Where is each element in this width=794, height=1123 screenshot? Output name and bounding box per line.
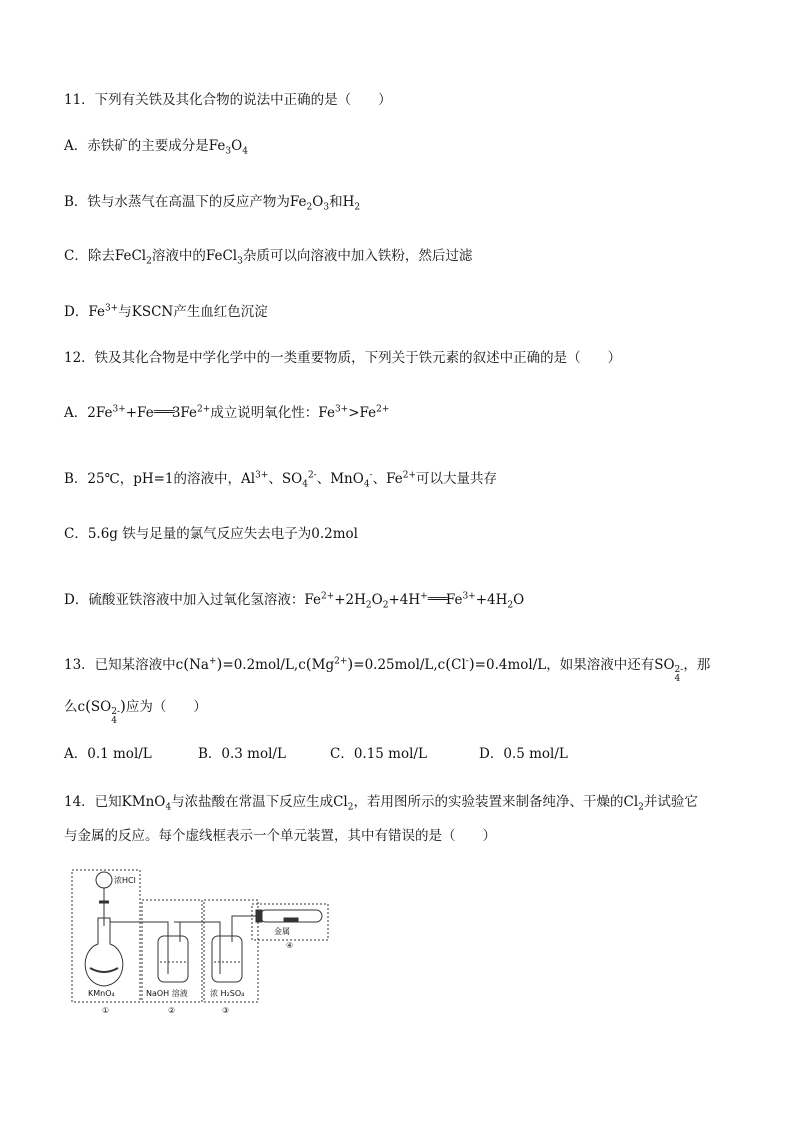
gas-washing-bottle-naoh [158,936,188,982]
q12-option-b: B．25℃，pH=1的溶液中，$Al^{3+}$、$SO_4^{2-}$、MnO$_4$-、$Fe^{2+}$可以大量共存 [64,470,497,490]
q11-option-d: D．$Fe^{3+}$与KSCN产生血红色沉淀 [64,303,268,320]
label-conc-hcl: 浓HCl [114,876,136,885]
q14-stem-line1: 14．已知KMnO$_4$与浓盐酸在常温下反应生成$Cl_2$，若用图所示的实验装置来制备纯净、干燥的$Cl_2$并试验它 [64,794,698,813]
q12-option-a: A．$2Fe^{3+}+Fe══════3Fe^{2+}$成立说明氧化性：$Fe^{3+}>Fe^{2+}$ [64,404,390,421]
q12-option-c: C．5.6g 铁与足量的氯气反应失去电子为0.2mol [64,526,358,542]
label-naoh: NaOH 溶液 [146,989,188,998]
label-h2so4: 浓 H₂SO₄ [210,989,245,998]
label-unit-2: ② [168,1006,176,1015]
unit-box-1 [72,870,140,1002]
q13-option-d: D．0.5 mol/L [479,746,568,762]
q13-option-b: B．0.3 mol/L [198,746,286,762]
q12-option-d: D．硫酸亚铁溶液中加入过氧化氢溶液：$Fe^{2+}+2H_2O_2+4H^+══════Fe^{3+}+4H_2O$ [64,591,525,611]
q11-stem: 11．下列有关铁及其化合物的说法中正确的是（ ） [64,92,392,108]
q12-stem: 12．铁及其化合物是中学化学中的一类重要物质，下列关于铁元素的叙述中正确的是（ ） [64,350,622,366]
label-metal: 金属 [274,927,290,936]
q13-stem-line1: 13．已知某溶液中$c(Na^+)=0.2mol/L,c(Mg^{2+})=0.25mol/L,c(Cl^-)=0.4mol/L$，如果溶液中还有SO 2- 4 ，那 [64,655,711,684]
q14-stem-line2: 与金属的反应。每个虚线框表示一个单元装置，其中有错误的是（ ） [64,828,496,844]
apparatus-figure [70,866,332,1016]
q11-option-b: B．铁与水蒸气在高温下的反应产物为$Fe_2O_3$和$H_2$ [64,194,361,213]
metal-sample [284,918,298,921]
label-kmno4: KMnO₄ [88,989,115,998]
gas-washing-bottle-h2so4 [212,936,242,982]
unit-box-2 [142,900,202,1002]
q13-stem-line2: 么c(SO 2- 4 )应为（ ） [64,697,207,726]
q11-option-a: A．赤铁矿的主要成分是$Fe_3O_4$ [64,138,248,157]
round-bottom-flask [85,918,123,986]
label-unit-4: ④ [286,941,294,950]
label-unit-1: ① [102,1006,110,1015]
q11-option-c: C．除去FeCl$_2$溶液中的FeCl$_3$杂质可以向溶液中加入铁粉，然后过滤 [64,248,473,267]
q13-option-c: C．0.15 mol/L [330,746,427,762]
label-unit-3: ③ [222,1006,230,1015]
q13-option-a: A．0.1 mol/L [64,746,152,762]
separatory-funnel [96,872,112,888]
